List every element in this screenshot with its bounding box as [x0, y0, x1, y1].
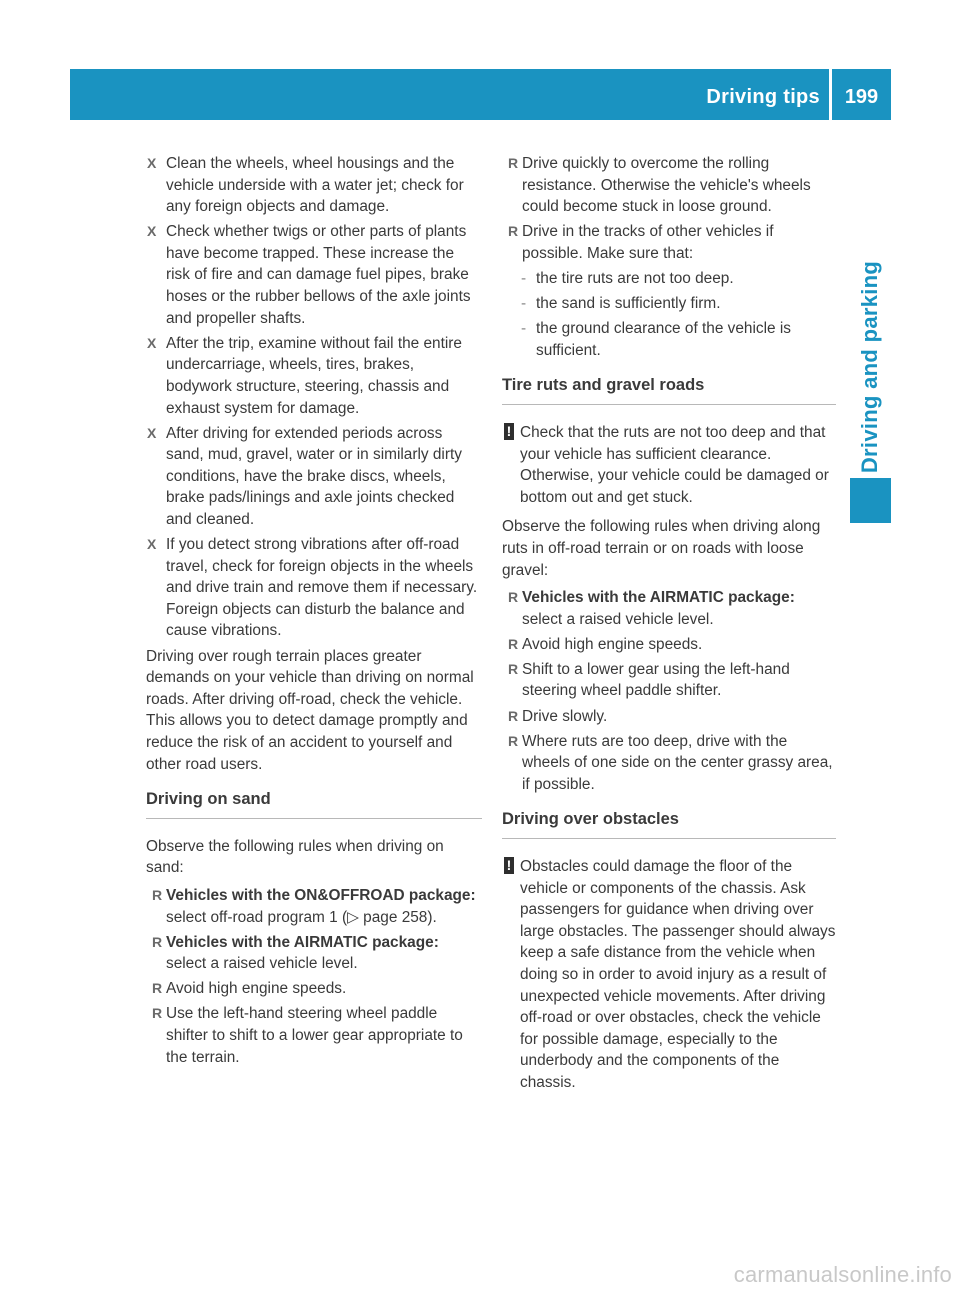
bullet-icon: R: [152, 886, 163, 903]
list-item: [502, 221, 836, 264]
bullet-label: Vehicles with the AIRMATIC package:: [522, 589, 795, 607]
section-heading-sand: Driving on sand: [146, 789, 482, 819]
right-column: [502, 153, 836, 1102]
bullet-text: Shift to a lower gear using the left-hand steering wheel paddle shifter.: [522, 660, 790, 700]
section-title: Driving tips: [706, 86, 820, 108]
bullet-text: Use the left-hand steering wheel paddle shifter to shift to a lower gear appropriate to the terrain.: [166, 1005, 463, 1066]
bullet-text: Where ruts are too deep, drive with the wheels of one side on the center grassy area, if possible.: [522, 732, 833, 793]
bullet-icon: R: [152, 980, 163, 997]
sand-intro: Observe the following rules when driving on sand:: [146, 837, 444, 877]
warning-note: [502, 856, 836, 1094]
bullet-icon: R: [152, 933, 163, 950]
bullet-text: select off-road program 1 (▷ page 258).: [166, 908, 437, 926]
list-item: [146, 1003, 482, 1068]
list-item: [502, 706, 836, 728]
warning-note: [502, 422, 836, 508]
step-item: [146, 534, 482, 642]
side-tab-marker: [850, 478, 891, 523]
ruts-intro: Observe the following rules when driving along ruts in off-road terrain or on roads with loose gravel:: [502, 518, 821, 579]
body-paragraph: Driving over rough terrain places greater demands on your vehicle than driving on normal roads. After driving off-road, check the vehicle. This allows you to detect damage promptly and reduce the risk of an accident to yourself and other road users.: [146, 647, 474, 773]
bullet-text: Drive slowly.: [522, 707, 608, 725]
step-text: After driving for extended periods across sand, mud, gravel, water or in similarly dirty conditions, have the brake discs, wheels, brake pads/linings and axle joints checked and cleaned.: [166, 424, 462, 528]
list-item: [146, 978, 482, 1000]
step-item: [146, 333, 482, 419]
bullet-icon: R: [508, 589, 519, 606]
dash-icon: -: [521, 295, 527, 313]
bullet-icon: R: [508, 223, 519, 240]
left-column: [146, 153, 482, 1072]
warning-icon: !: [504, 423, 514, 440]
bullet-icon: R: [508, 155, 519, 171]
step-item: [146, 423, 482, 531]
dash-text: the sand is sufficiently firm.: [536, 295, 721, 313]
bullet-text: Avoid high engine speeds.: [522, 635, 703, 653]
bullet-text: select a raised vehicle level.: [166, 955, 358, 973]
step-arrow-icon: X: [147, 223, 157, 240]
step-arrow-icon: X: [147, 334, 157, 351]
bullet-icon: R: [508, 660, 519, 677]
warning-text: Obstacles could damage the floor of the vehicle or components of the chassis. Ask passengers for guidance when driving over large obstacles. The passenger should always keep a safe distance from the vehicle when doing so in order to avoid injury as a result of unexpected vehicle movements. After driving off-road or over obstacles, check the vehicle for possible damage, especially to the underbody and the components of the chassis.: [520, 858, 836, 1091]
list-item: [502, 659, 836, 702]
dash-item: [502, 293, 836, 315]
list-item: [146, 885, 482, 928]
bullet-icon: R: [508, 732, 519, 749]
bullet-icon: R: [152, 1005, 163, 1022]
dash-item: [502, 318, 836, 361]
list-item: [502, 587, 836, 630]
bullet-icon: R: [508, 707, 519, 724]
list-item: [146, 932, 482, 975]
step-text: Clean the wheels, wheel housings and the vehicle underside with a water jet; check for any foreign objects and damage.: [166, 155, 464, 216]
warning-text: Check that the ruts are not too deep and that your vehicle has sufficient clearance. Otherwise, your vehicle could be damaged or bottom out and get stuck.: [520, 423, 829, 506]
step-text: If you detect strong vibrations after off-road travel, check for foreign objects in the wheels and drive train and remove them if necessary. Foreign objects can disturb the balance and cause vibrations.: [166, 536, 478, 640]
step-item: [146, 221, 482, 329]
section-heading-obstacles: Driving over obstacles: [502, 809, 836, 839]
step-arrow-icon: X: [147, 155, 157, 171]
bullet-icon: R: [508, 635, 519, 652]
bullet-text: Drive quickly to overcome the rolling resistance. Otherwise the vehicle's wheels could become stuck in loose ground.: [522, 155, 811, 216]
bullet-label: Vehicles with the AIRMATIC package:: [166, 933, 439, 951]
list-item: [502, 731, 836, 796]
step-arrow-icon: X: [147, 536, 157, 553]
section-heading-ruts: Tire ruts and gravel roads: [502, 375, 836, 405]
dash-text: the ground clearance of the vehicle is sufficient.: [536, 320, 791, 359]
step-text: After the trip, examine without fail the entire undercarriage, wheels, tires, brakes, bodywork structure, steering, chassis and exhaust system for damage.: [166, 334, 462, 417]
dash-icon: -: [521, 269, 527, 287]
dash-icon: -: [521, 320, 527, 338]
list-item: [502, 634, 836, 656]
step-text: Check whether twigs or other parts of plants have become trapped. These increase the risk of fire and can damage fuel pipes, brake hoses or the rubber bellows of the axle joints and propeller shafts.: [166, 223, 471, 327]
dash-text: the tire ruts are not too deep.: [536, 269, 734, 287]
step-item: [146, 153, 482, 218]
dash-item: [502, 268, 836, 290]
bullet-text: Avoid high engine speeds.: [166, 980, 347, 998]
list-item: [502, 153, 836, 218]
page-number: 199: [844, 86, 879, 108]
bullet-text: select a raised vehicle level.: [522, 610, 714, 628]
side-tab-label: Driving and parking: [857, 260, 882, 474]
step-arrow-icon: X: [147, 424, 157, 441]
warning-icon: !: [504, 857, 514, 874]
watermark: carmanualsonline.info: [733, 1262, 952, 1287]
bullet-text: Drive in the tracks of other vehicles if possible. Make sure that:: [522, 223, 774, 262]
bullet-label: Vehicles with the ON&OFFROAD package:: [166, 886, 476, 904]
